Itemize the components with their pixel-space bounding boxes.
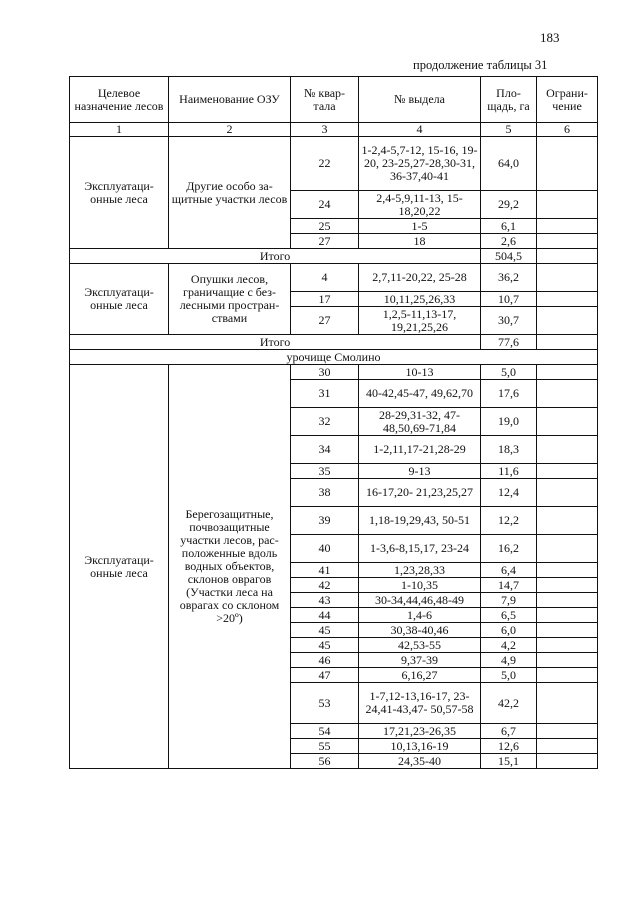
quarter-cell: 31 (291, 380, 359, 408)
restriction-cell (537, 191, 598, 219)
col-number: 3 (291, 123, 359, 137)
table-row (70, 365, 598, 380)
restriction-cell (537, 335, 598, 350)
restriction-cell (537, 479, 598, 507)
purpose-cell: Эксплуатаци-онные леса (70, 365, 169, 769)
table-row (70, 137, 598, 191)
restriction-cell (537, 408, 598, 436)
total-area: 77,6 (481, 335, 537, 350)
area-cell: 16,2 (481, 535, 537, 563)
allotment-cell: 6,16,27 (359, 668, 481, 683)
restriction-cell (537, 307, 598, 335)
col-number: 2 (169, 123, 291, 137)
allotment-cell: 1-10,35 (359, 578, 481, 593)
restriction-cell (537, 264, 598, 292)
allotment-cell: 1,23,28,33 (359, 563, 481, 578)
quarter-cell: 17 (291, 292, 359, 307)
area-cell: 6,4 (481, 563, 537, 578)
purpose-cell: Эксплуатаци-онные леса (70, 264, 169, 335)
allotment-cell: 1-5 (359, 219, 481, 234)
quarter-cell: 30 (291, 365, 359, 380)
quarter-cell: 38 (291, 479, 359, 507)
quarter-cell: 24 (291, 191, 359, 219)
quarter-cell: 47 (291, 668, 359, 683)
area-cell: 11,6 (481, 464, 537, 479)
restriction-cell (537, 535, 598, 563)
quarter-cell: 53 (291, 683, 359, 724)
area-cell: 4,2 (481, 638, 537, 653)
quarter-cell: 22 (291, 137, 359, 191)
area-cell: 10,7 (481, 292, 537, 307)
allotment-cell: 40-42,45-47, 49,62,70 (359, 380, 481, 408)
area-cell: 42,2 (481, 683, 537, 724)
area-cell: 6,1 (481, 219, 537, 234)
quarter-cell: 40 (291, 535, 359, 563)
quarter-cell: 56 (291, 754, 359, 769)
section-row (70, 350, 598, 365)
area-cell: 19,0 (481, 408, 537, 436)
allotment-cell: 1-7,12-13,16-17, 23-24,41-43,47- 50,57-58 (359, 683, 481, 724)
quarter-cell: 4 (291, 264, 359, 292)
area-cell: 15,1 (481, 754, 537, 769)
restriction-cell (537, 608, 598, 623)
quarter-cell: 42 (291, 578, 359, 593)
quarter-cell: 54 (291, 724, 359, 739)
allotment-cell: 18 (359, 234, 481, 249)
area-cell: 7,9 (481, 593, 537, 608)
quarter-cell: 39 (291, 507, 359, 535)
allotment-cell: 1,4-6 (359, 608, 481, 623)
allotment-cell: 1-2,4-5,7-12, 15-16, 19-20, 23-25,27-28,30-31, 36-37,40-41 (359, 137, 481, 191)
total-row (70, 335, 598, 350)
area-cell: 64,0 (481, 137, 537, 191)
restriction-cell (537, 683, 598, 724)
quarter-cell: 45 (291, 623, 359, 638)
restriction-cell (537, 668, 598, 683)
page-number: 183 (540, 30, 560, 45)
column-numbers-row (70, 123, 598, 137)
allotment-cell: 16-17,20- 21,23,25,27 (359, 479, 481, 507)
restriction-cell (537, 249, 598, 264)
restriction-cell (537, 292, 598, 307)
quarter-cell: 27 (291, 307, 359, 335)
allotment-cell: 42,53-55 (359, 638, 481, 653)
restriction-cell (537, 754, 598, 769)
allotment-cell: 30,38-40,46 (359, 623, 481, 638)
restriction-cell (537, 436, 598, 464)
quarter-cell: 25 (291, 219, 359, 234)
area-cell: 17,6 (481, 380, 537, 408)
allotment-cell: 1,2,5-11,13-17, 19,21,25,26 (359, 307, 481, 335)
restriction-cell (537, 507, 598, 535)
restriction-cell (537, 365, 598, 380)
area-cell: 6,5 (481, 608, 537, 623)
allotment-cell: 24,35-40 (359, 754, 481, 769)
allotment-cell: 17,21,23-26,35 (359, 724, 481, 739)
table-caption: продолжение таблицы 31 (413, 58, 548, 72)
quarter-cell: 35 (291, 464, 359, 479)
area-cell: 5,0 (481, 365, 537, 380)
allotment-cell: 1-2,11,17-21,28-29 (359, 436, 481, 464)
allotment-cell: 10-13 (359, 365, 481, 380)
area-cell: 30,7 (481, 307, 537, 335)
quarter-cell: 41 (291, 563, 359, 578)
area-cell: 5,0 (481, 668, 537, 683)
area-cell: 36,2 (481, 264, 537, 292)
quarter-cell: 44 (291, 608, 359, 623)
quarter-cell: 46 (291, 653, 359, 668)
area-cell: 14,7 (481, 578, 537, 593)
restriction-cell (537, 578, 598, 593)
col-number: 6 (537, 123, 598, 137)
allotment-cell: 30-34,44,46,48-49 (359, 593, 481, 608)
forest-table (69, 76, 598, 769)
header-purpose: Целевое назначение лесов (70, 77, 169, 123)
allotment-cell: 10,11,25,26,33 (359, 292, 481, 307)
restriction-cell (537, 234, 598, 249)
col-number: 5 (481, 123, 537, 137)
total-row (70, 249, 598, 264)
restriction-cell (537, 623, 598, 638)
section-title: урочище Смолино (70, 350, 598, 365)
area-cell: 4,9 (481, 653, 537, 668)
ozu-name-cell: Другие особо за-щитные участки лесов (169, 137, 291, 249)
quarter-cell: 55 (291, 739, 359, 754)
restriction-cell (537, 739, 598, 754)
restriction-cell (537, 137, 598, 191)
table-row (70, 264, 598, 292)
total-area: 504,5 (481, 249, 537, 264)
area-cell: 29,2 (481, 191, 537, 219)
restriction-cell (537, 219, 598, 234)
total-label: Итого (70, 335, 481, 350)
ozu-name-cell: Берегозащитные, почвозащитные участки лесов, рас-положенные вдоль водных объектов, склонов оврагов (Участки леса на оврагах со склоном >20º) (169, 365, 291, 769)
header-row (70, 77, 598, 123)
area-cell: 6,7 (481, 724, 537, 739)
header-ozu-name: Наименование ОЗУ (169, 77, 291, 123)
area-cell: 12,6 (481, 739, 537, 754)
restriction-cell (537, 724, 598, 739)
allotment-cell: 28-29,31-32, 47-48,50,69-71,84 (359, 408, 481, 436)
area-cell: 12,4 (481, 479, 537, 507)
col-number: 4 (359, 123, 481, 137)
allotment-cell: 10,13,16-19 (359, 739, 481, 754)
header-restriction: Ограни-чение (537, 77, 598, 123)
total-label: Итого (70, 249, 481, 264)
restriction-cell (537, 380, 598, 408)
quarter-cell: 32 (291, 408, 359, 436)
allotment-cell: 9-13 (359, 464, 481, 479)
area-cell: 12,2 (481, 507, 537, 535)
quarter-cell: 34 (291, 436, 359, 464)
quarter-cell: 27 (291, 234, 359, 249)
allotment-cell: 9,37-39 (359, 653, 481, 668)
header-allotment: № выдела (359, 77, 481, 123)
restriction-cell (537, 638, 598, 653)
ozu-name-cell: Опушки лесов, граничащие с без-лесными простран-ствами (169, 264, 291, 335)
allotment-cell: 2,7,11-20,22, 25-28 (359, 264, 481, 292)
area-cell: 18,3 (481, 436, 537, 464)
restriction-cell (537, 593, 598, 608)
allotment-cell: 1-3,6-8,15,17, 23-24 (359, 535, 481, 563)
restriction-cell (537, 653, 598, 668)
restriction-cell (537, 464, 598, 479)
quarter-cell: 45 (291, 638, 359, 653)
allotment-cell: 2,4-5,9,11-13, 15-18,20,22 (359, 191, 481, 219)
header-quarter: № квар-тала (291, 77, 359, 123)
col-number: 1 (70, 123, 169, 137)
header-area: Пло-щадь, га (481, 77, 537, 123)
allotment-cell: 1,18-19,29,43, 50-51 (359, 507, 481, 535)
quarter-cell: 43 (291, 593, 359, 608)
area-cell: 6,0 (481, 623, 537, 638)
restriction-cell (537, 563, 598, 578)
purpose-cell: Эксплуатаци-онные леса (70, 137, 169, 249)
area-cell: 2,6 (481, 234, 537, 249)
